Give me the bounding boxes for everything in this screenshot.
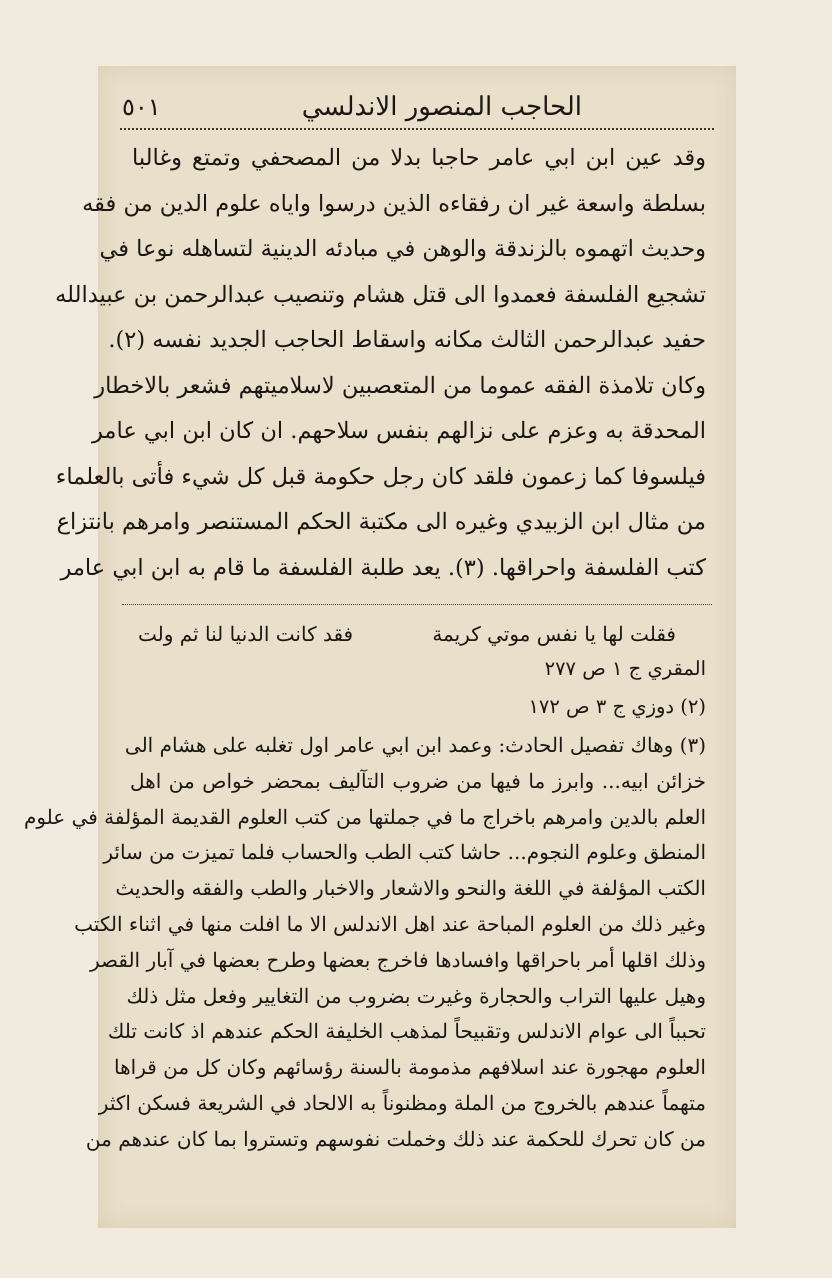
text-line: من مثال ابن الزبيدي وغيره الى مكتبة الحكم المستنصر وامرهم بانتزاع bbox=[56, 509, 706, 535]
text-line: حفيد عبدالرحمن الثالث مكانه واسقاط الحاجب الجديد نفسه (٢). bbox=[108, 327, 706, 353]
page-number: ٥٠١ bbox=[122, 93, 161, 121]
footnote-line: خزائن ابيه... وابرز ما فيها من ضروب التآليف بمحضر خواص من اهل bbox=[130, 768, 706, 793]
main-text bbox=[55, 136, 706, 591]
footnote-line: متهماً عندهم بالخروج من الملة ومظنوناً به الالحاد في الشريعة فسكن اكثر bbox=[98, 1090, 706, 1115]
footnote-line: الكتب المؤلفة في اللغة والنحو والاشعار والاخبار والطب والفقه والحديث bbox=[115, 876, 706, 901]
footnote-line: تحبباً الى عوام الاندلس وتقبيحاً لمذهب الخليفة الحكم عندهم اذ كانت تلك bbox=[107, 1019, 706, 1044]
text-line: وحديث اتهموه بالزندقة والوهن في مبادئه الدينية لتساهله نوعا في bbox=[99, 236, 706, 262]
footnote-reference-1: المقري ج ١ ص ٢٧٧ bbox=[544, 657, 706, 680]
footnote-line: المنطق وعلوم النجوم... حاشا كتب الطب والحساب فلما تميزت من سائر bbox=[103, 840, 706, 865]
footnote-reference-2: (٢) دوزي ج ٣ ص ١٧٢ bbox=[528, 695, 706, 718]
text-line: المحدقة به وعزم على نزالهم بنفس سلاحهم. ان كان ابن ابي عامر bbox=[92, 418, 706, 444]
text-line: بسلطة واسعة غير ان رفقاءه الذين درسوا واياه علوم الدين من فقه bbox=[82, 190, 706, 217]
footnote-line: العلوم مهجورة عند اسلافهم مذمومة بالسنة رؤسائهم وكان كل من قراها bbox=[114, 1055, 706, 1080]
footnote-line: وهيل عليها التراب والحجارة وغيرت بضروب من التغايير وفعل مثل ذلك bbox=[126, 983, 706, 1008]
footnote-3 bbox=[23, 728, 706, 1158]
page-header bbox=[122, 76, 712, 124]
footnote-line: العلم بالدين وامرهم باخراج ما في جملتها من كتب العلوم القديمة المؤلفة في علوم bbox=[23, 804, 706, 829]
footnote-line: وغير ذلك من العلوم المباحة عند اهل الاندلس الا ما افلت منها في اثناء الكتب bbox=[74, 911, 706, 936]
text-line: وقد عين ابن ابي عامر حاجبا بدلا من المصحفي وتمتع وغالبا bbox=[132, 145, 706, 171]
text-line: كتب الفلسفة واحراقها. (٣). يعد طلبة الفلسفة ما قام به ابن ابي عامر bbox=[60, 554, 706, 581]
verse-hemistich-right: فقلت لها يا نفس موتي كريمة bbox=[432, 622, 676, 646]
footnote-rule bbox=[122, 604, 712, 605]
text-line: وكان تلامذة الفقه عموما من المتعصبين لاسلاميتهم فشعر بالاخطار bbox=[94, 372, 706, 399]
footnote-line: وذلك اقلها أمر باحراقها وافسادها فاخرج بعضها وطرح بعضها في آبار القصر bbox=[89, 947, 706, 972]
text-line: تشجيع الفلسفة فعمدوا الى قتل هشام وتنصيب عبدالرحمن بن عبيدالله bbox=[55, 281, 706, 308]
running-title: الحاجب المنصور الاندلسي bbox=[301, 92, 582, 122]
book-page bbox=[23, 66, 736, 1228]
footnote-line: من كان تحرك للحكمة عند ذلك وخملت نفوسهم وتستروا بما كان عندهم من bbox=[85, 1126, 706, 1151]
header-rule bbox=[120, 128, 714, 130]
text-line: فيلسوفا كما زعمون فلقد كان رجل حكومة قبل كل شيء فأتى بالعلماء bbox=[55, 463, 706, 490]
footnote-verse bbox=[138, 614, 676, 654]
verse-hemistich-left: فقد كانت الدنيا لنا ثم ولت bbox=[138, 622, 354, 646]
footnote-line: (٣) وهاك تفصيل الحادث: وعمد ابن ابي عامر اول تغلبه على هشام الى bbox=[124, 733, 706, 757]
